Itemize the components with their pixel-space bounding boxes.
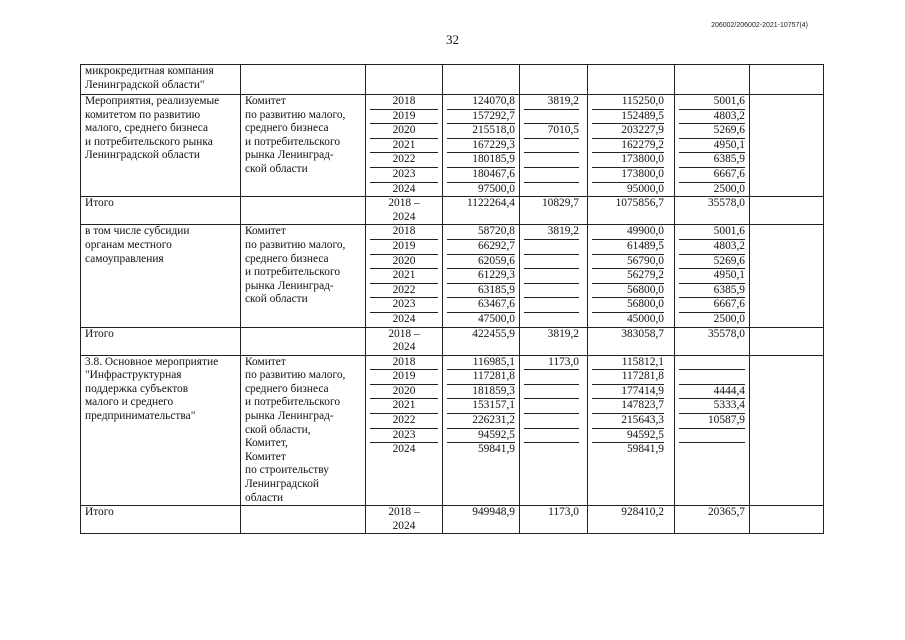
cell-regional — [588, 225, 675, 327]
value-federal: 3819,2 — [524, 95, 579, 110]
cell-executor — [241, 355, 366, 506]
year: 2024 — [392, 312, 416, 325]
year: 2021 — [370, 139, 438, 154]
value-total: 215518,0 — [447, 124, 515, 139]
table-row — [81, 355, 824, 506]
empty-cell — [750, 65, 824, 95]
budget-table — [80, 64, 824, 534]
executor-line: Комитет — [245, 355, 286, 368]
value-total: 180467,6 — [447, 168, 515, 183]
value-regional: 61489,5 — [592, 240, 664, 255]
value-total: 124070,8 — [447, 95, 515, 110]
value-local: 5269,6 — [679, 124, 745, 139]
value-regional: 95000,0 — [626, 182, 664, 195]
year: 2024 — [392, 443, 416, 456]
year: 2023 — [370, 298, 438, 313]
executor-line: рынка Ленинград- — [245, 410, 334, 423]
value-federal — [524, 240, 579, 255]
executor-line: рынка Ленинград- — [245, 279, 334, 292]
empty-cell — [241, 197, 366, 225]
value-local: 2500,0 — [713, 182, 745, 195]
value-regional: 177414,9 — [592, 385, 664, 400]
value-federal — [524, 443, 579, 457]
executor-line: рынка Ленинград- — [245, 149, 334, 162]
value-local: 10587,9 — [679, 414, 745, 429]
year: 2019 — [370, 370, 438, 385]
value-federal — [524, 284, 579, 299]
name-line: комитетом по развитию — [85, 108, 201, 121]
empty-cell — [241, 327, 366, 355]
cell-local — [675, 95, 750, 197]
name-line: органам местного — [85, 238, 172, 251]
itogo-label: Итого — [81, 506, 241, 534]
name-line: малого и среднего — [85, 396, 174, 409]
value-local: 5269,6 — [679, 255, 745, 270]
itogo-regional: 928410,2 — [588, 506, 675, 534]
value-federal — [524, 429, 579, 444]
name-line: "Инфраструктурная — [85, 369, 182, 382]
year: 2024 — [392, 182, 416, 195]
itogo-total: 949948,9 — [443, 506, 520, 534]
cell-regional — [588, 95, 675, 197]
value-regional: 147823,7 — [592, 399, 664, 414]
executor-line: по развитию малого, — [245, 238, 346, 251]
executor-line: Комитет — [245, 225, 286, 238]
value-federal — [524, 139, 579, 154]
value-total: 153157,1 — [447, 399, 515, 414]
value-regional: 56800,0 — [592, 298, 664, 313]
value-regional: 56279,2 — [592, 269, 664, 284]
itogo-local: 35578,0 — [675, 327, 750, 355]
cell-executor — [241, 95, 366, 197]
cell-executor — [241, 225, 366, 327]
itogo-local: 20365,7 — [675, 506, 750, 534]
value-local: 6667,6 — [679, 298, 745, 313]
value-total: 181859,3 — [447, 385, 515, 400]
empty-cell — [520, 65, 588, 95]
value-total: 62059,6 — [447, 255, 515, 270]
empty-cell — [241, 506, 366, 534]
value-total: 226231,2 — [447, 414, 515, 429]
value-local: 5001,6 — [679, 225, 745, 240]
name-line: микрокредитная компания — [85, 65, 214, 77]
value-local: 4444,4 — [679, 385, 745, 400]
value-total: 61229,3 — [447, 269, 515, 284]
empty-cell — [750, 197, 824, 225]
executor-line: по развитию малого, — [245, 108, 346, 121]
value-total: 180185,9 — [447, 153, 515, 168]
value-local: 4950,1 — [679, 269, 745, 284]
page-number: 32 — [446, 32, 459, 47]
itogo-total: 422455,9 — [443, 327, 520, 355]
value-regional: 59841,9 — [626, 443, 664, 456]
name-line: и потребительского рынка — [85, 135, 213, 148]
value-federal — [524, 313, 579, 327]
cell-total — [443, 95, 520, 197]
executor-line: по развитию малого, — [245, 369, 346, 382]
empty-cell — [750, 506, 824, 534]
cell-federal — [520, 95, 588, 197]
cell-other — [750, 95, 824, 197]
itogo-label: Итого — [81, 197, 241, 225]
cell-years — [366, 355, 443, 506]
document-id: 206002/206002-2021-10757(4) — [711, 22, 808, 29]
value-federal: 7010,5 — [524, 124, 579, 139]
executor-line: области — [245, 491, 284, 504]
year: 2022 — [370, 284, 438, 299]
value-regional: 94592,5 — [592, 429, 664, 444]
cell-name — [81, 225, 241, 327]
itogo-period — [366, 327, 443, 355]
itogo-period — [366, 506, 443, 534]
year: 2020 — [370, 385, 438, 400]
executor-line: Ленинградской — [245, 478, 320, 491]
value-federal — [524, 110, 579, 125]
empty-cell — [366, 65, 443, 95]
year: 2023 — [370, 168, 438, 183]
year: 2018 — [370, 225, 438, 240]
cell-name — [81, 355, 241, 506]
value-regional: 49900,0 — [592, 225, 664, 240]
empty-cell — [443, 65, 520, 95]
value-regional: 45000,0 — [626, 312, 664, 325]
value-federal — [524, 414, 579, 429]
value-local: 5001,6 — [679, 95, 745, 110]
value-total: 157292,7 — [447, 110, 515, 125]
value-federal: 1173,0 — [524, 356, 579, 371]
value-local: 4803,2 — [679, 240, 745, 255]
itogo-local: 35578,0 — [675, 197, 750, 225]
value-federal — [524, 153, 579, 168]
value-local: 6385,9 — [679, 284, 745, 299]
value-regional: 117281,8 — [592, 370, 664, 385]
executor-line: и потребительского — [245, 135, 341, 148]
year: 2018 — [370, 95, 438, 110]
value-federal — [524, 168, 579, 183]
name-line: Мероприятия, реализуемые — [85, 95, 220, 107]
itogo-federal: 3819,2 — [520, 327, 588, 355]
period-line: 2024 — [392, 210, 416, 223]
executor-line: ской области — [245, 162, 308, 175]
table-row-total — [81, 327, 824, 355]
itogo-regional: 1075856,7 — [588, 197, 675, 225]
cell-name — [81, 95, 241, 197]
cell-years — [366, 225, 443, 327]
value-total: 97500,0 — [477, 182, 515, 195]
empty-cell — [675, 65, 750, 95]
period-line: 2024 — [392, 341, 416, 354]
name-line: предпринимательства" — [85, 410, 196, 423]
period-line: 2024 — [392, 519, 416, 532]
name-line: самоуправления — [85, 252, 164, 265]
value-federal: 3819,2 — [524, 225, 579, 240]
value-local: 4950,1 — [679, 139, 745, 154]
year: 2022 — [370, 414, 438, 429]
cell-total — [443, 355, 520, 506]
name-line: в том числе субсидии — [85, 225, 190, 238]
itogo-total: 1122264,4 — [443, 197, 520, 225]
executor-line: ской области, — [245, 423, 311, 436]
cell-regional — [588, 355, 675, 506]
value-federal — [524, 399, 579, 414]
table-row-total — [81, 506, 824, 534]
value-local: 6667,6 — [679, 168, 745, 183]
executor-line: и потребительского — [245, 266, 341, 279]
executor-line: Комитет, — [245, 437, 288, 450]
value-total: 63185,9 — [447, 284, 515, 299]
executor-line: среднего бизнеса — [245, 382, 329, 395]
year: 2018 — [370, 356, 438, 371]
value-federal — [524, 385, 579, 400]
value-total: 63467,6 — [447, 298, 515, 313]
table-row — [81, 65, 824, 95]
executor-line: по строительству — [245, 464, 329, 477]
value-total: 59841,9 — [477, 443, 515, 456]
value-total: 116985,1 — [447, 356, 515, 371]
empty-cell — [750, 327, 824, 355]
value-local: 6385,9 — [679, 153, 745, 168]
name-line: Ленинградской области — [85, 149, 200, 162]
itogo-label: Итого — [81, 327, 241, 355]
value-total: 117281,8 — [447, 370, 515, 385]
period-line: 2018 – — [388, 506, 420, 519]
value-local: 5333,4 — [679, 399, 745, 414]
itogo-federal: 10829,7 — [520, 197, 588, 225]
name-line: 3.8. Основное мероприятие — [85, 355, 219, 368]
value-total: 94592,5 — [447, 429, 515, 444]
table-row-total — [81, 197, 824, 225]
cell-local — [675, 355, 750, 506]
value-local — [679, 443, 745, 457]
name-line: Ленинградской области" — [85, 78, 205, 91]
value-federal — [524, 183, 579, 197]
value-federal — [524, 370, 579, 385]
year: 2019 — [370, 240, 438, 255]
value-local: 2500,0 — [713, 312, 745, 325]
period-line: 2018 – — [388, 197, 420, 210]
value-regional: 56790,0 — [592, 255, 664, 270]
name-line: малого, среднего бизнеса — [85, 122, 209, 135]
value-regional: 162279,2 — [592, 139, 664, 154]
year: 2021 — [370, 269, 438, 284]
value-regional: 173800,0 — [592, 153, 664, 168]
value-regional: 56800,0 — [592, 284, 664, 299]
value-total: 167229,3 — [447, 139, 515, 154]
value-local — [679, 370, 745, 385]
name-line: поддержка субъектов — [85, 382, 189, 395]
executor-line: среднего бизнеса — [245, 252, 329, 265]
value-total: 66292,7 — [447, 240, 515, 255]
value-local — [679, 356, 745, 371]
empty-cell — [241, 65, 366, 95]
executor-line: Комитет — [245, 450, 286, 463]
itogo-regional: 383058,7 — [588, 327, 675, 355]
empty-cell — [588, 65, 675, 95]
value-regional: 115812,1 — [592, 356, 664, 371]
table-row — [81, 95, 824, 197]
value-regional: 173800,0 — [592, 168, 664, 183]
cell-years — [366, 95, 443, 197]
value-regional: 152489,5 — [592, 110, 664, 125]
cell-total — [443, 225, 520, 327]
year: 2019 — [370, 110, 438, 125]
year: 2022 — [370, 153, 438, 168]
cell-local — [675, 225, 750, 327]
value-total: 47500,0 — [477, 312, 515, 325]
itogo-federal: 1173,0 — [520, 506, 588, 534]
value-local — [679, 429, 745, 444]
value-federal — [524, 269, 579, 284]
executor-line: Комитет — [245, 95, 286, 107]
period-line: 2018 – — [388, 327, 420, 340]
year: 2020 — [370, 255, 438, 270]
value-local: 4803,2 — [679, 110, 745, 125]
cell-federal — [520, 355, 588, 506]
year: 2020 — [370, 124, 438, 139]
year: 2021 — [370, 399, 438, 414]
value-regional: 115250,0 — [592, 95, 664, 110]
value-regional: 215643,3 — [592, 414, 664, 429]
value-total: 58720,8 — [447, 225, 515, 240]
year: 2023 — [370, 429, 438, 444]
executor-line: среднего бизнеса — [245, 122, 329, 135]
value-federal — [524, 255, 579, 270]
table-row — [81, 225, 824, 327]
cell-other — [750, 225, 824, 327]
cell-federal — [520, 225, 588, 327]
executor-line: и потребительского — [245, 396, 341, 409]
cell-other — [750, 355, 824, 506]
executor-line: ской области — [245, 293, 308, 306]
value-federal — [524, 298, 579, 313]
cell-name — [81, 65, 241, 95]
value-regional: 203227,9 — [592, 124, 664, 139]
itogo-period — [366, 197, 443, 225]
